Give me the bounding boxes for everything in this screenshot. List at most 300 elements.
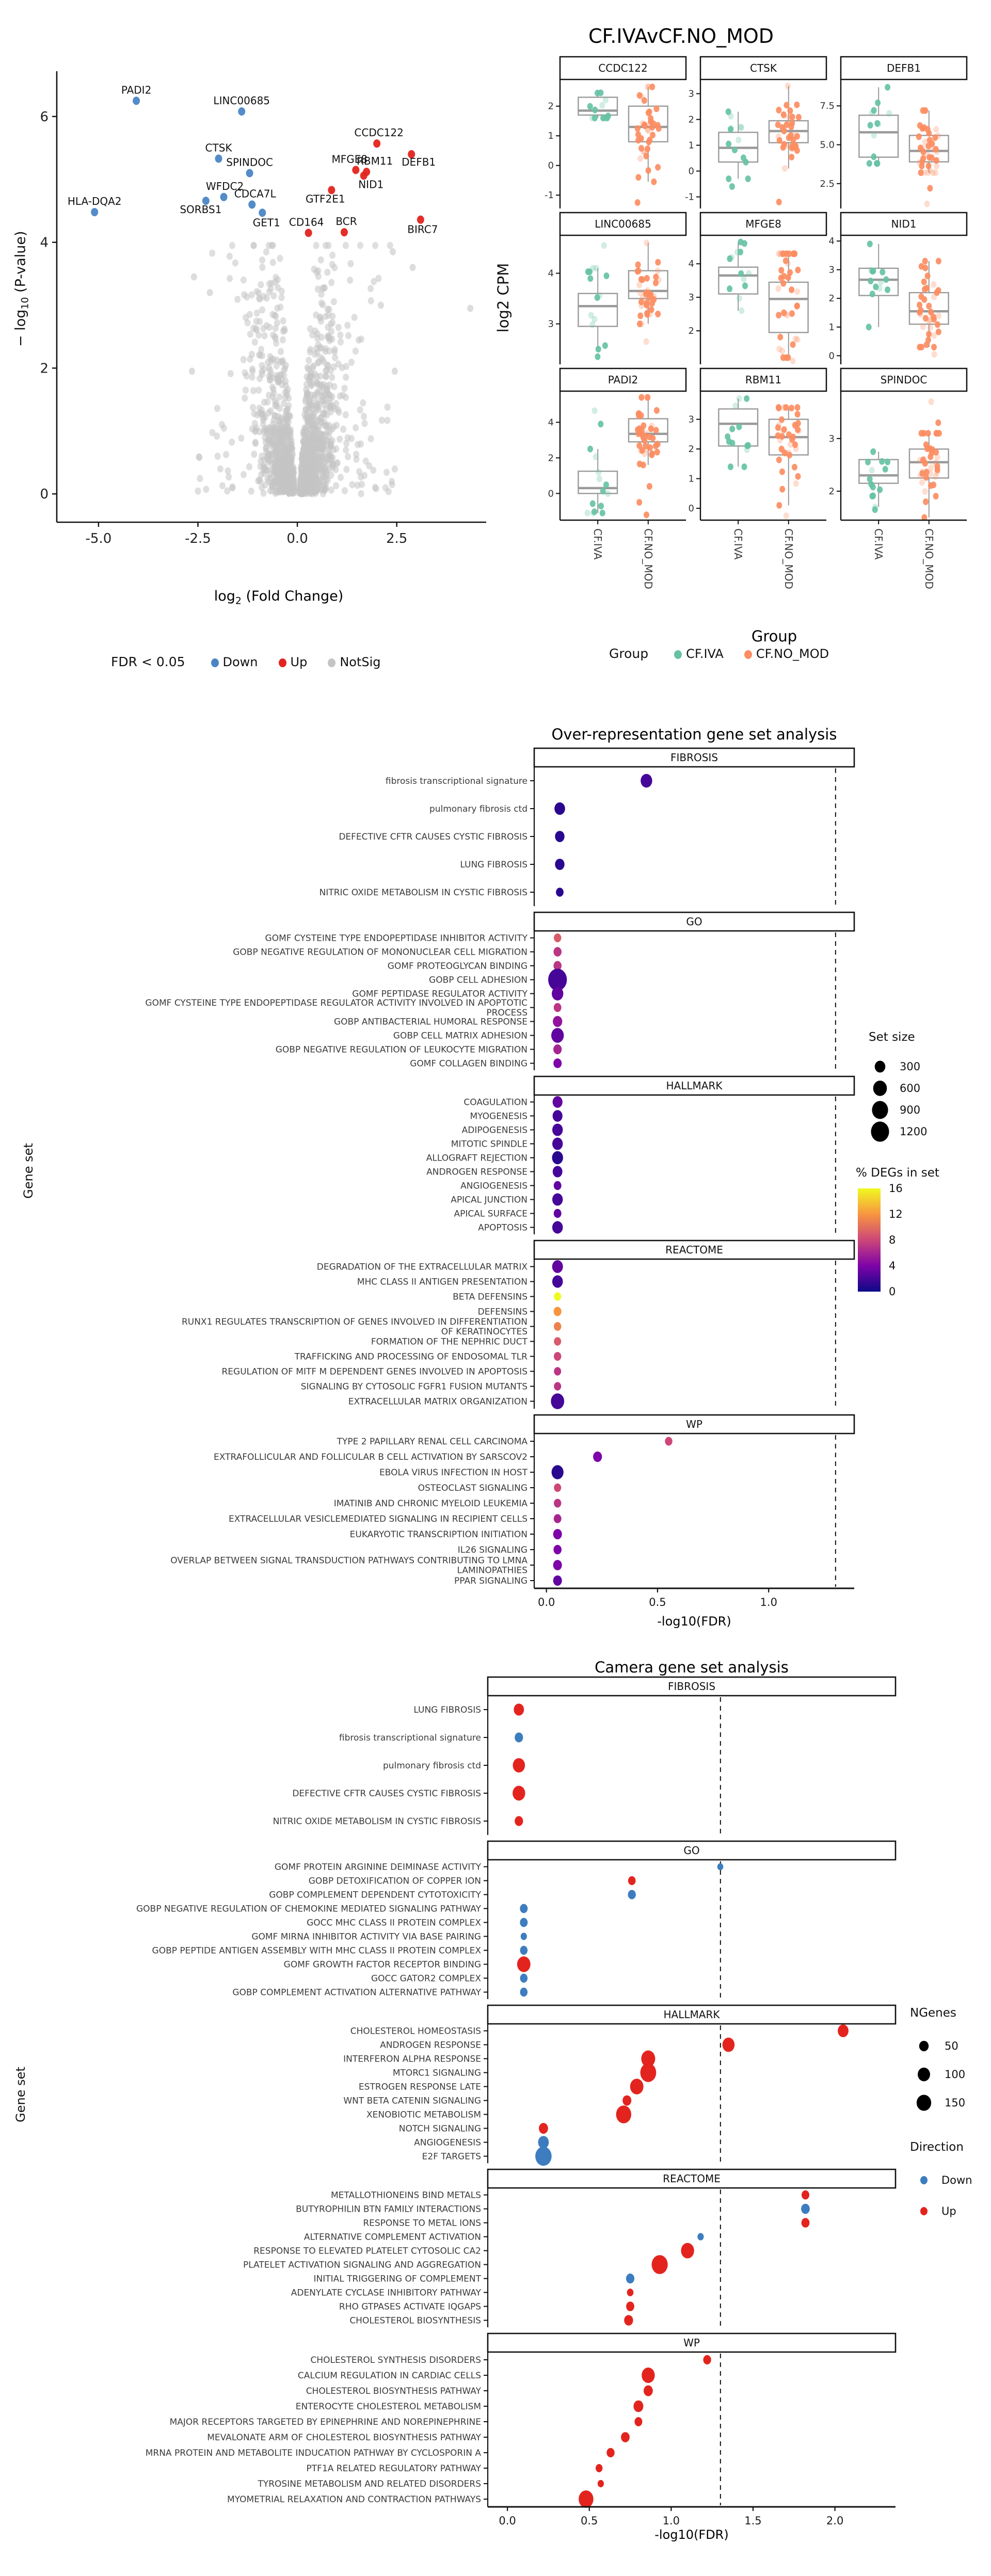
- gene-set-label: APOPTOSIS: [478, 1222, 528, 1233]
- data-point: [282, 455, 288, 462]
- direction-legend-label: Up: [941, 2205, 956, 2217]
- data-point: [742, 282, 748, 289]
- data-point: [261, 457, 267, 464]
- gene-set-label: MRNA PROTEIN AND METABOLITE INDUCATION PATHWAY BY CYCLOSPORIN A: [145, 2448, 481, 2458]
- direction-legend-title: Direction: [910, 2140, 964, 2154]
- data-point: [258, 281, 264, 288]
- gene-set-label: ADENYLATE CYCLASE INHIBITORY PATHWAY: [291, 2288, 481, 2298]
- data-point: [777, 137, 782, 144]
- size-legend-label: 300: [900, 1060, 921, 1073]
- y-tick-label: 2: [688, 114, 694, 125]
- data-point: [653, 105, 659, 112]
- data-point: [592, 115, 598, 121]
- data-point: [553, 947, 562, 956]
- data-point: [203, 486, 209, 493]
- gene-set-label: GOMF PROTEIN ARGININE DEIMINASE ACTIVITY: [274, 1862, 481, 1873]
- facet-title: FIBROSIS: [667, 1680, 716, 1693]
- gene-set-label: APICAL SURFACE: [454, 1209, 528, 1219]
- data-point: [314, 334, 321, 342]
- data-point: [866, 324, 872, 330]
- data-point: [316, 471, 322, 478]
- data-point: [871, 132, 877, 139]
- data-point: [871, 153, 876, 160]
- gene-set-label: ENTEROCYTE CHOLESTEROL METABOLISM: [295, 2402, 481, 2412]
- data-point: [789, 144, 795, 151]
- data-point: [928, 454, 933, 460]
- data-point: [921, 430, 926, 437]
- box: [859, 460, 898, 484]
- data-point: [319, 356, 326, 363]
- gene-set-label: ALLOGRAFT REJECTION: [426, 1153, 528, 1164]
- data-point: [920, 125, 925, 132]
- gene-set-label: WNT BETA CATENIN SIGNALING: [343, 2096, 481, 2106]
- data-point: [793, 335, 798, 342]
- x-tick-label: 1.5: [744, 2515, 762, 2527]
- data-point: [775, 121, 781, 128]
- y-tick-label: 1: [828, 321, 835, 333]
- gene-set-label: GOMF PROTEOGLYCAN BINDING: [387, 961, 528, 972]
- data-point: [251, 242, 257, 249]
- camera-y-axis-label: Gene set: [13, 2067, 28, 2122]
- data-point: [590, 501, 596, 507]
- data-point: [596, 2464, 602, 2472]
- data-point: [554, 1292, 561, 1300]
- size-legend-dot: [918, 2068, 930, 2081]
- data-point: [922, 286, 928, 293]
- y-tick-label: 0: [548, 488, 554, 500]
- data-point: [317, 373, 324, 380]
- x-tick-label: CF.IVA: [732, 528, 745, 560]
- x-tick-label: CF.NO_MOD: [922, 528, 935, 589]
- data-point: [779, 348, 785, 355]
- data-point: [363, 458, 369, 465]
- group-legend-label-iva: CF.IVA: [686, 646, 724, 661]
- data-point: [592, 107, 598, 114]
- data-point: [554, 933, 561, 942]
- volcano-plot: [5, 5, 490, 650]
- x-tick-label: -5.0: [85, 531, 112, 546]
- data-point: [585, 268, 591, 275]
- gene-point: [259, 208, 266, 217]
- data-point: [742, 463, 747, 470]
- gene-set-label: DEFECTIVE CFTR CAUSES CYSTIC FIBROSIS: [339, 832, 528, 842]
- facet-title: MFGE8: [745, 218, 781, 230]
- data-point: [640, 295, 646, 301]
- gene-set-label: IMATINIB AND CHRONIC MYELOID LEUKEMIA: [333, 1499, 528, 1509]
- data-point: [554, 1181, 562, 1190]
- data-point: [338, 474, 344, 481]
- data-point: [302, 425, 309, 432]
- data-point: [515, 1816, 523, 1826]
- data-point: [588, 312, 594, 318]
- data-point: [628, 1876, 636, 1885]
- data-point: [197, 475, 203, 482]
- y-tick-label: 2: [828, 486, 835, 497]
- data-point: [521, 1933, 527, 1940]
- data-point: [313, 312, 319, 319]
- data-point: [601, 242, 607, 249]
- data-point: [467, 305, 473, 312]
- data-point: [357, 407, 363, 414]
- data-point: [936, 258, 941, 265]
- data-point: [628, 1890, 636, 1899]
- data-point: [651, 179, 657, 185]
- data-point: [229, 439, 235, 446]
- gene-set-label: CALCIUM REGULATION IN CARDIAC CELLS: [297, 2371, 481, 2381]
- data-point: [308, 369, 314, 376]
- data-point: [626, 2301, 634, 2311]
- colorbar: [858, 1188, 881, 1292]
- data-point: [371, 278, 377, 285]
- data-point: [878, 279, 884, 286]
- data-point: [209, 429, 215, 436]
- gene-point: [238, 107, 245, 116]
- data-point: [299, 455, 305, 462]
- data-point: [644, 511, 649, 518]
- data-point: [921, 456, 927, 463]
- gene-set-label: DEGRADATION OF THE EXTRACELLULAR MATRIX: [316, 1262, 528, 1273]
- data-point: [269, 482, 276, 490]
- data-point: [290, 452, 296, 459]
- data-point: [794, 133, 800, 140]
- data-point: [655, 164, 661, 171]
- data-point: [621, 2432, 630, 2442]
- data-point: [795, 420, 801, 427]
- data-point: [869, 493, 875, 500]
- data-point: [191, 273, 197, 281]
- gene-point: [91, 208, 98, 216]
- y-tick-label: -1: [685, 191, 694, 203]
- data-point: [596, 346, 601, 352]
- data-point: [224, 487, 230, 494]
- gene-set-label: PPAR SIGNALING: [454, 1576, 528, 1586]
- gene-set-label: REGULATION OF MITF M DEPENDENT GENES INVOLVED IN APOPTOSIS: [221, 1366, 528, 1377]
- data-point: [641, 774, 652, 787]
- data-point: [279, 287, 285, 295]
- data-point: [228, 370, 234, 377]
- y-tick-label: 3: [548, 318, 554, 330]
- gene-set-label: RESPONSE TO METAL IONS: [363, 2218, 481, 2229]
- data-point: [783, 250, 789, 257]
- data-point: [642, 2368, 654, 2383]
- group-legend: [609, 646, 829, 661]
- data-point: [284, 406, 290, 413]
- y-tick-label: 2: [548, 101, 554, 112]
- data-point: [358, 440, 364, 447]
- data-point: [776, 107, 781, 114]
- data-point: [602, 342, 608, 349]
- gene-label: CCDC122: [354, 126, 404, 139]
- data-point: [279, 381, 285, 388]
- data-point: [232, 260, 238, 267]
- data-point: [919, 263, 924, 270]
- gene-set-label: GOMF MIRNA INHIBITOR ACTIVITY VIA BASE PAIRING: [251, 1931, 481, 1942]
- data-point: [275, 276, 281, 283]
- data-point: [324, 269, 330, 276]
- data-point: [348, 359, 355, 366]
- data-point: [273, 461, 279, 469]
- data-point: [916, 133, 922, 140]
- data-point: [697, 2233, 704, 2240]
- data-point: [389, 481, 395, 488]
- data-point: [311, 488, 317, 495]
- gene-set-label: RUNX1 REGULATES TRANSCRIPTION OF GENES INVOLVED IN DIFFERENTIATION: [181, 1317, 528, 1327]
- data-point: [741, 154, 746, 161]
- data-point: [642, 149, 648, 155]
- data-point: [270, 292, 277, 299]
- data-point: [554, 802, 565, 815]
- data-point: [779, 446, 785, 453]
- data-point: [598, 503, 604, 509]
- data-point: [729, 426, 735, 432]
- data-point: [552, 1194, 563, 1206]
- data-point: [314, 379, 320, 386]
- group-legend-item-iva: [661, 647, 724, 661]
- data-point: [795, 473, 801, 480]
- data-point: [553, 1110, 563, 1122]
- gene-label: GTF2E1: [306, 192, 345, 205]
- data-point: [648, 115, 653, 122]
- data-point: [379, 416, 385, 424]
- data-point: [280, 336, 286, 344]
- camera-dot-plot: [0, 1651, 991, 2547]
- volcano-y-axis-label: [12, 222, 30, 356]
- camera-x-axis-label: -log10(FDR): [654, 2527, 729, 2542]
- data-point: [795, 411, 801, 417]
- gene-point: [246, 169, 253, 177]
- data-point: [579, 2490, 594, 2508]
- facet-title: CTSK: [750, 62, 777, 74]
- data-point: [279, 439, 285, 446]
- data-point: [279, 359, 285, 366]
- data-point: [331, 298, 337, 305]
- data-point: [645, 127, 651, 134]
- data-point: [248, 488, 254, 495]
- size-legend-dot: [875, 1060, 886, 1072]
- data-point: [635, 199, 641, 206]
- data-point: [655, 259, 661, 266]
- color-legend-title: % DEGs in set: [856, 1166, 939, 1180]
- data-point: [242, 395, 248, 402]
- data-point: [342, 385, 348, 392]
- facet-title: NID1: [891, 218, 917, 230]
- data-point: [328, 405, 334, 412]
- data-point: [644, 338, 649, 345]
- size-legend-dot: [871, 1121, 889, 1141]
- y-tick-label: 2: [688, 444, 694, 455]
- data-point: [638, 276, 644, 283]
- data-point: [357, 242, 363, 249]
- data-point: [869, 110, 875, 117]
- data-point: [250, 387, 257, 394]
- data-point: [351, 314, 358, 321]
- data-point: [361, 413, 367, 420]
- data-point: [776, 405, 781, 411]
- data-point: [271, 449, 277, 457]
- data-point: [311, 465, 317, 473]
- data-point: [252, 440, 259, 447]
- data-point: [727, 285, 732, 292]
- data-point: [333, 400, 339, 407]
- facet-title: PADI2: [608, 374, 638, 386]
- data-point: [640, 120, 645, 127]
- gene-set-label: GOBP COMPLEMENT ACTIVATION ALTERNATIVE PATHWAY: [232, 1987, 481, 1998]
- data-point: [287, 459, 294, 466]
- x-tick-label: CF.IVA: [592, 528, 604, 560]
- data-point: [729, 183, 735, 190]
- down-dot-icon: [211, 658, 219, 667]
- gene-set-label: FORMATION OF THE NEPHRIC DUCT: [371, 1337, 528, 1347]
- data-point: [325, 324, 331, 331]
- data-point: [745, 442, 751, 449]
- data-point: [681, 2243, 694, 2259]
- facet-title: DEFB1: [887, 62, 921, 74]
- data-point: [630, 2079, 644, 2094]
- data-point: [321, 410, 327, 417]
- gene-set-label: LUNG FIBROSIS: [413, 1705, 481, 1715]
- gene-set-label: GOBP NEGATIVE REGULATION OF MONONUCLEAR CELL MIGRATION: [233, 947, 528, 958]
- gene-set-label: OVERLAP BETWEEN SIGNAL TRANSDUCTION PATHWAYS CONTRIBUTING TO LMNA: [170, 1555, 528, 1566]
- data-point: [312, 400, 318, 408]
- data-point: [326, 312, 332, 319]
- data-point: [723, 2038, 735, 2052]
- volcano-xlabel-sub: 2: [235, 595, 242, 607]
- gene-set-label: GOBP CELL MATRIX ADHESION: [393, 1031, 528, 1041]
- gene-set-label: NITRIC OXIDE METABOLISM IN CYSTIC FIBROSIS: [319, 888, 528, 898]
- y-tick-label: 3: [828, 264, 835, 276]
- data-point: [361, 420, 367, 427]
- gene-set-label: GOBP ANTIBACTERIAL HUMORAL RESPONSE: [333, 1017, 528, 1027]
- gene-set-label: OSTEOCLAST SIGNALING: [418, 1483, 528, 1493]
- data-point: [870, 268, 875, 275]
- data-point: [932, 134, 938, 141]
- data-point: [795, 267, 801, 273]
- data-point: [627, 2289, 634, 2296]
- facet-title: WP: [683, 2337, 700, 2349]
- data-point: [247, 356, 253, 363]
- gene-set-label: PROCESS: [486, 1008, 528, 1018]
- data-point: [875, 160, 881, 167]
- data-point: [638, 394, 644, 401]
- volcano-legend-label-notsig: NotSig: [340, 654, 381, 669]
- data-point: [635, 174, 641, 181]
- gene-set-label: MEVALONATE ARM OF CHOLESTEROL BIOSYNTHESIS PATHWAY: [207, 2433, 481, 2443]
- data-point: [520, 1988, 528, 1997]
- data-point: [739, 308, 744, 314]
- data-point: [274, 319, 280, 327]
- data-point: [917, 344, 922, 350]
- x-tick-label: 0.0: [286, 531, 308, 546]
- y-tick-label: 4: [40, 235, 49, 251]
- gene-set-label: CHOLESTEROL SYNTHESIS DISORDERS: [310, 2355, 481, 2365]
- data-point: [590, 265, 596, 271]
- data-point: [539, 2123, 548, 2134]
- data-point: [286, 428, 293, 435]
- data-point: [250, 404, 256, 411]
- data-point: [313, 242, 319, 249]
- volcano-legend: [111, 654, 381, 669]
- data-point: [329, 374, 335, 381]
- data-point: [335, 324, 342, 331]
- data-point: [649, 423, 654, 429]
- data-point: [520, 1974, 528, 1983]
- data-point: [515, 1732, 523, 1742]
- data-point: [790, 358, 796, 364]
- data-point: [932, 351, 937, 358]
- data-point: [520, 1904, 528, 1913]
- data-point: [328, 487, 334, 494]
- x-tick-label: CF.IVA: [872, 528, 885, 560]
- data-point: [552, 1221, 563, 1233]
- gene-set-label: LAMINOPATHIES: [457, 1565, 528, 1576]
- notsig-points: [189, 242, 473, 497]
- data-point: [802, 2191, 809, 2200]
- gene-set-label: ANGIOGENESIS: [414, 2137, 481, 2148]
- data-point: [268, 285, 274, 293]
- gene-set-label: pulmonary fibrosis ctd: [429, 804, 528, 814]
- data-point: [319, 431, 326, 438]
- volcano-legend-title: FDR < 0.05: [111, 654, 185, 669]
- data-point: [647, 483, 652, 490]
- data-point: [251, 450, 257, 458]
- data-point: [241, 277, 247, 284]
- data-point: [867, 240, 873, 247]
- data-point: [274, 362, 280, 369]
- data-point: [633, 2401, 643, 2412]
- data-point: [622, 2096, 631, 2106]
- data-point: [255, 387, 262, 394]
- gene-set-label: LUNG FIBROSIS: [460, 860, 528, 870]
- data-point: [933, 493, 939, 500]
- data-point: [647, 108, 652, 115]
- data-point: [784, 355, 789, 361]
- data-point: [329, 252, 335, 259]
- x-tick-label: CF.NO_MOD: [642, 528, 654, 589]
- group-legend-item-nomod: [731, 647, 829, 661]
- y-tick-label: -1: [545, 190, 554, 201]
- data-point: [654, 449, 660, 456]
- data-point: [307, 398, 313, 406]
- data-point: [327, 381, 333, 389]
- facet-title: GO: [686, 915, 702, 928]
- data-point: [517, 1956, 531, 1972]
- data-point: [241, 291, 247, 298]
- data-point: [214, 405, 220, 412]
- data-point: [385, 417, 391, 424]
- gene-set-label: INTERFERON ALPHA RESPONSE: [343, 2054, 481, 2065]
- data-point: [776, 312, 781, 318]
- data-point: [234, 296, 241, 303]
- gene-set-label: GOBP DETOXIFICATION OF COPPER ION: [308, 1876, 481, 1887]
- data-point: [728, 126, 733, 133]
- gene-set-label: TYPE 2 PAPILLARY RENAL CELL CARCINOMA: [337, 1437, 528, 1447]
- y-tick-label: 4: [688, 259, 694, 270]
- data-point: [744, 395, 749, 402]
- y-tick-label: 4: [548, 268, 554, 279]
- data-point: [645, 394, 650, 401]
- gene-label: CD164: [289, 216, 324, 229]
- gene-set-label: ESTROGEN RESPONSE LATE: [358, 2082, 481, 2092]
- gene-point: [133, 96, 140, 105]
- y-tick-label: 4: [828, 236, 835, 247]
- data-point: [241, 356, 247, 363]
- data-point: [655, 311, 661, 317]
- data-point: [229, 484, 235, 491]
- size-legend-dot: [919, 2041, 929, 2051]
- data-point: [323, 242, 329, 249]
- ora-y-axis-label: Gene set: [21, 1143, 36, 1199]
- data-point: [925, 169, 931, 176]
